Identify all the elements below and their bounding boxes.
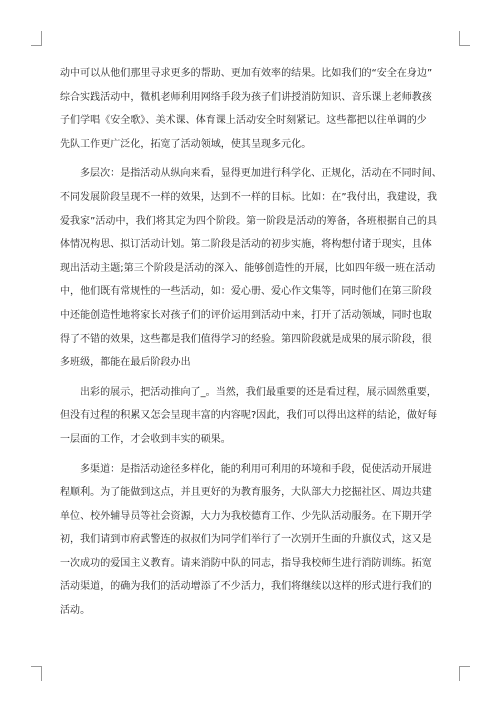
text-line: 一层面的工作，才会收到丰实的硕果。: [60, 433, 231, 445]
text-line: 中，他们既有常规性的一些活动，如：爱心册、爱心作文集等，同时他们在第三阶段: [60, 286, 432, 298]
text-line: 活动渠道，的确为我们的活动增添了不少活力，我们将继续以这样的形式进行我们的: [60, 581, 432, 593]
text-line: 体情况构思、拟订活动计划。第二阶段是活动的初步实施，将构想付诸于现实，且体: [60, 239, 432, 251]
text-line: 子们学唱《安全歌》、美术课、体育课上活动安全时刻紧记。这些都把以往单调的少: [60, 115, 427, 127]
text-line: 程顺利。为了能做到这点，并且更好的为教育服务，大队部大力挖掘社区、周边共建: [60, 487, 432, 499]
text-line: 先队工作更广泛化，拓宽了活动领域，使其呈现多元化。: [60, 138, 312, 150]
text-line: 但没有过程的积累又怎会呈现丰富的内容呢?因此，我们可以得出这样的结论，做好每: [60, 410, 438, 422]
crop-mark-bottom-left: [31, 666, 42, 681]
paragraph-multi-channel: [60, 458, 442, 623]
text-line: 活动。: [60, 605, 91, 617]
text-line: 单位、校外辅导员等社会资源，大力为我校德育工作、少先队活动服务。在下期开学: [60, 510, 432, 522]
text-line: 综合实践活动中，微机老师利用网络手段为孩子们讲授消防知识、音乐课上老师教孩: [60, 91, 432, 103]
text-line: 得了不错的效果，这些都是我们值得学习的经验。第四阶段就是成果的展示阶段，很: [60, 333, 432, 345]
text-line: 不同发展阶段呈现不一样的效果，达到不一样的目标。比如：在”我付出，我建设，我: [60, 191, 438, 203]
text-line: 多渠道：是指活动途径多样化，能的利用可利用的环境和手段，促使活动开展进: [80, 463, 432, 475]
paragraph-showcase: [60, 381, 442, 452]
text-line: 中还能创造性地将家长对孩子们的评价运用到活动中来，打开了活动领域，同时也取: [60, 309, 432, 321]
text-line: 现出活动主题;第三个阶段是活动的深入、能够创造性的开展，比如四年级一班在活动: [60, 262, 436, 274]
crop-mark-top-left: [31, 31, 42, 46]
text-line: 一次成功的爱国主义教育。请来消防中队的同志，指导我校师生进行消防训练。拓宽: [60, 557, 432, 569]
crop-mark-bottom-right: [459, 666, 470, 681]
paragraph-continuation: [60, 62, 442, 156]
text-line: 动中可以从他们那里寻求更多的帮助、更加有效率的结果。比如我们的“安全在身边”: [60, 68, 433, 79]
crop-mark-top-right: [459, 31, 470, 46]
text-line: 初，我们请到市府武警连的叔叔们为同学们举行了一次别开生面的升旗仪式，这又是: [60, 534, 432, 546]
text-line: 爱我家”活动中，我们将其定为四个阶段。第一阶段是活动的筹备，各班根据自己的具: [60, 215, 438, 227]
text-line: 多层次：是指活动从纵向来看，显得更加进行科学化、正规化，活动在不同时间、: [80, 168, 442, 180]
paragraph-multi-level: [60, 162, 442, 374]
document-body: [60, 62, 442, 623]
text-line: 多班级，都能在最后阶段办出: [60, 357, 191, 369]
text-line: 出彩的展示，把活动推向了_。当然，我们最重要的还是看过程，展示固然重要，: [80, 386, 437, 398]
